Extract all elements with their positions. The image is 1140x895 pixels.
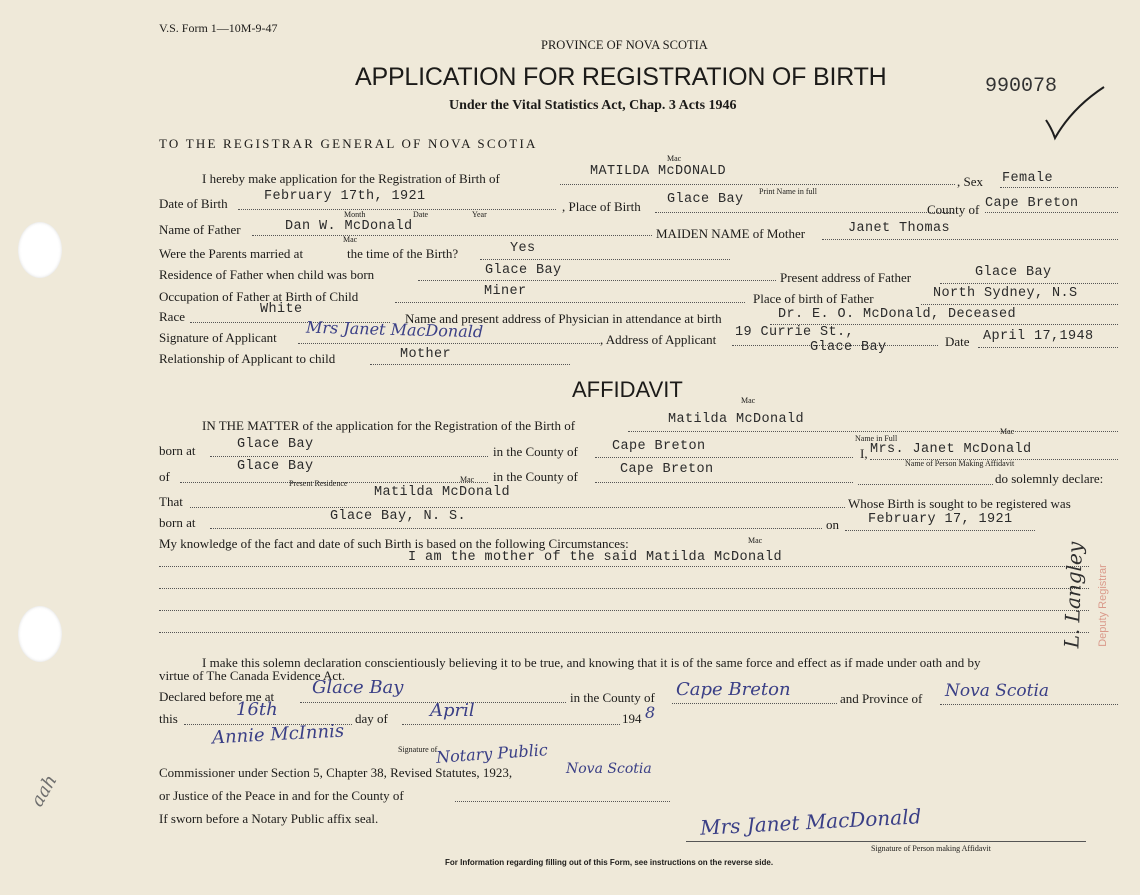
married-label-1: Were the Parents married at [159, 246, 304, 261]
year-prefix: 194 [622, 711, 642, 726]
married-value: Yes [510, 241, 536, 256]
dob-value: February 17th, 1921 [264, 189, 426, 204]
notary-province: Nova Scotia [566, 761, 652, 777]
this-label: this [159, 711, 178, 726]
addressee: TO THE REGISTRAR GENERAL OF NOVA SCOTIA [159, 136, 538, 151]
knowledge-label: My knowledge of the fact and date of such Birth is based on the following Circumstances: [159, 536, 629, 551]
print-name-hint: Print Name in full [759, 187, 817, 196]
punch-hole-top [18, 222, 62, 278]
father-mac-note: Mac [343, 235, 358, 244]
residence-value: Glace Bay [485, 263, 562, 278]
province-label: and Province of [840, 691, 923, 706]
of-place: Glace Bay [237, 459, 314, 474]
province-value: Nova Scotia [945, 681, 1050, 701]
child-name-mac-note: Mac [667, 154, 682, 163]
form-title: APPLICATION FOR REGISTRATION OF BIRTH [355, 63, 887, 91]
name-in-full-hint: Name in Full [855, 434, 898, 443]
county1-value: Cape Breton [612, 439, 706, 454]
county2-value: Cape Breton [620, 462, 714, 477]
father-birthplace-value: North Sydney, N.S [933, 286, 1078, 301]
applicant-address-line1: 19 Currie St., [735, 325, 855, 340]
present-address-label: Present address of Father [780, 270, 912, 285]
born-at2-label: born at [159, 515, 196, 530]
applicant-signature: Mrs Janet MacDonald [305, 317, 484, 342]
present-residence-hint: Present Residence [289, 479, 348, 488]
dob-hint-year: Year [472, 210, 487, 219]
dob-hint-month: Month [344, 210, 366, 219]
matter-name: Matilda McDonald [668, 412, 805, 427]
declaration-line-1: I make this solemn declaration conscientiously believing it to be true, and knowing that it is of the same force and effect as if made under oath and by [202, 655, 981, 670]
affidavit-mac-note: Mac [741, 396, 756, 405]
applicant-address-label: , Address of Applicant [600, 332, 717, 347]
deponent-mac-note: Mac [1000, 427, 1015, 436]
maiden-label: MAIDEN NAME of Mother [656, 226, 806, 241]
year-digit: 8 [645, 703, 656, 722]
father-value: Dan W. McDonald [285, 219, 413, 234]
registrar-signature: L. Langley [1059, 541, 1088, 649]
county1-label: in the County of [493, 444, 578, 459]
i-label: I, [860, 446, 868, 461]
born-at2-value: Glace Bay, N. S. [330, 509, 467, 524]
dob-label: Date of Birth [159, 196, 228, 211]
maiden-value: Janet Thomas [848, 221, 951, 236]
deponent-signature: Mrs Janet MacDonald [699, 804, 922, 840]
physician-value: Dr. E. O. McDonald, Deceased [778, 307, 1017, 322]
on-date: February 17, 1921 [868, 512, 1013, 527]
footer-note: For Information regarding filling out of this Form, see instructions on the reverse side. [445, 858, 774, 867]
county3-value: Cape Breton [676, 679, 791, 700]
dob-hint-date: Date [413, 210, 429, 219]
born-at-value: Glace Bay [237, 437, 314, 452]
county3-label: in the County of [570, 690, 655, 705]
county2-label: in the County of [493, 469, 578, 484]
deponent-signature-hint: Signature of Person making Affidavit [871, 844, 991, 853]
margin-initials: aah [26, 771, 62, 811]
solemn-label: do solemnly declare: [995, 471, 1104, 486]
physician-label: Name and present address of Physician in attendance at birth [405, 311, 722, 326]
father-birthplace-label: Place of birth of Father [753, 291, 874, 306]
stamp-fragment: Deputy Registrar [1096, 564, 1109, 647]
race-value: White [260, 302, 303, 317]
sex-value: Female [1002, 171, 1054, 186]
declaration-line-2: virtue of The Canada Evidence Act. [159, 668, 346, 683]
born-at-label: born at [159, 443, 196, 458]
affidavit-title: AFFIDAVIT [572, 377, 683, 402]
notary-public-note: Notary Public [435, 740, 549, 767]
commissioner-signature: Annie McInnis [211, 720, 345, 749]
person-hint: Name of Person Making Affidavit [905, 459, 1015, 468]
deponent-name: Mrs. Janet McDonald [870, 442, 1032, 457]
applicant-address-line2: Glace Bay [810, 340, 887, 355]
occupation-label: Occupation of Father at Birth of Child [159, 289, 359, 304]
on-label: on [826, 517, 839, 532]
child-name-value: MATILDA McDONALD [590, 164, 727, 179]
signature-of-hint: Signature of [398, 745, 438, 754]
declared-at: Glace Bay [312, 677, 404, 698]
date-label: Date [945, 334, 970, 349]
sex-label: , Sex [957, 174, 983, 189]
relationship-label: Relationship of Applicant to child [159, 351, 336, 366]
check-mark-icon [1042, 84, 1108, 144]
occupation-value: Miner [484, 284, 527, 299]
father-label: Name of Father [159, 222, 241, 237]
married-label-2: the time of the Birth? [347, 246, 459, 261]
present-address-value: Glace Bay [975, 265, 1052, 280]
date-value: April 17,1948 [983, 329, 1094, 344]
day-of-label: day of [355, 711, 388, 726]
relationship-value: Mother [400, 347, 452, 362]
county-value: Cape Breton [985, 196, 1079, 211]
province-heading: PROVINCE OF NOVA SCOTIA [541, 38, 708, 52]
month-value: April [430, 700, 475, 721]
that-mac-note: Mac [460, 475, 475, 484]
day-value: 16th [236, 699, 278, 720]
race-label: Race [159, 309, 185, 324]
whose-birth-label: Whose Birth is sought to be registered was [848, 496, 1071, 511]
commissioner-label: Commissioner under Section 5, Chapter 38, Revised Statutes, 1923, [159, 765, 513, 780]
declared-label: Declared before me at [159, 689, 275, 704]
place-birth-label: , Place of Birth [562, 199, 641, 214]
serial-number: 990078 [985, 75, 1058, 98]
county-label: County of [927, 202, 980, 217]
knowledge-text: I am the mother of the said Matilda McDonald [408, 550, 783, 565]
residence-label: Residence of Father when child was born [159, 267, 375, 282]
applicant-signature-label: Signature of Applicant [159, 330, 277, 345]
intro-label: I hereby make application for the Registration of Birth of [202, 171, 500, 186]
of-label: of [159, 469, 170, 484]
that-label: That [159, 494, 183, 509]
punch-hole-bottom [18, 606, 62, 662]
form-code: V.S. Form 1—10M-9-47 [159, 21, 278, 35]
knowledge-mac-note: Mac [748, 536, 763, 545]
that-name: Matilda McDonald [374, 485, 511, 500]
form-subtitle: Under the Vital Statistics Act, Chap. 3 Acts 1946 [449, 98, 737, 113]
place-birth-value: Glace Bay [667, 192, 744, 207]
justice-label: or Justice of the Peace in and for the County of [159, 788, 404, 803]
matter-label: IN THE MATTER of the application for the Registration of the Birth of [202, 418, 576, 433]
notary-seal-label: If sworn before a Notary Public affix seal. [159, 811, 379, 826]
